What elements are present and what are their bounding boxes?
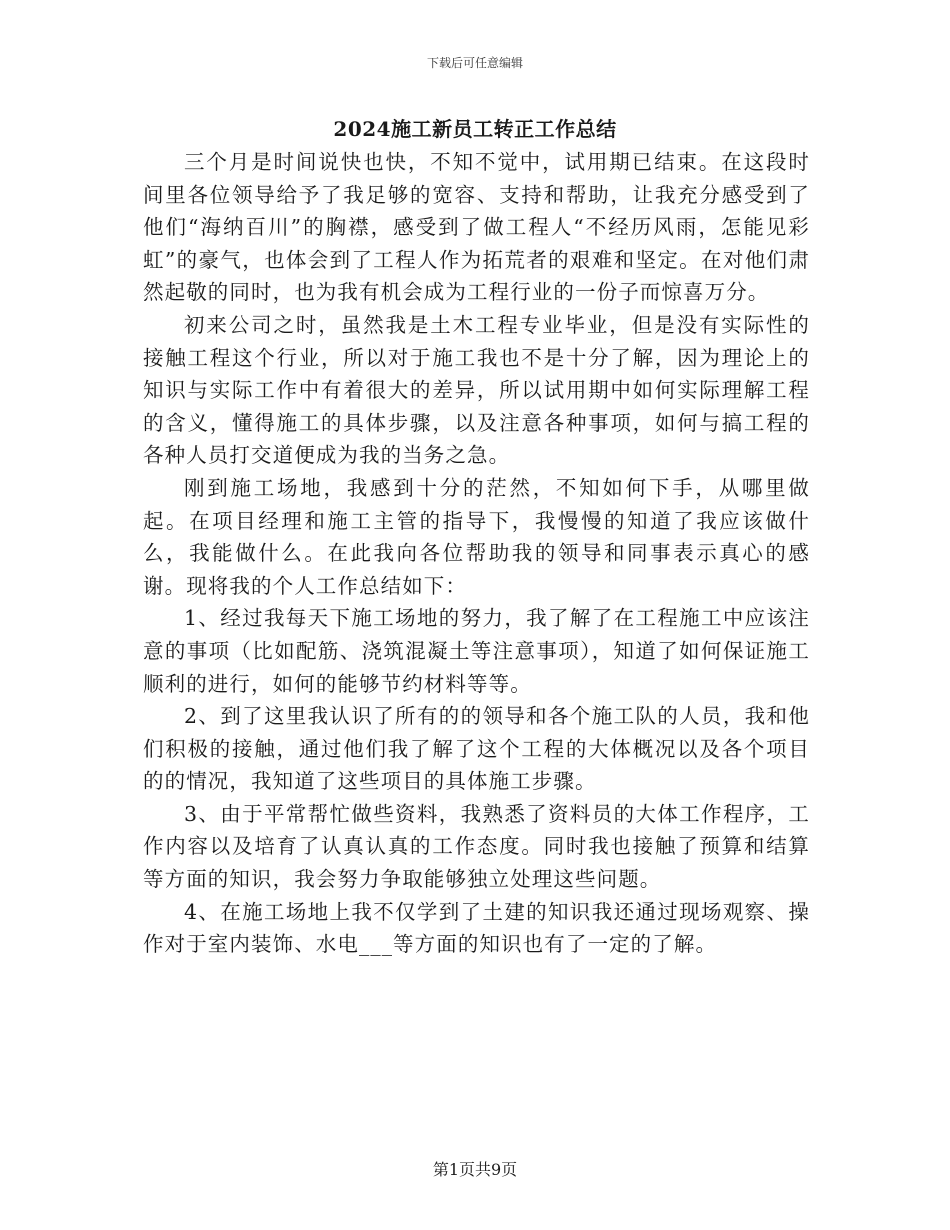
paragraph-item-2: 2、到了这里我认识了所有的的领导和各个施工队的人员，我和他们积极的接触，通过他们我了解了这个工程的大体概况以及各个项目的的情况，我知道了这些项目的具体施工步骤。 bbox=[143, 704, 810, 794]
paragraph-arrival: 刚到施工场地，我感到十分的茫然，不知如何下手，从哪里做起。在项目经理和施工主管的指导下，我慢慢的知道了我应该做什么，我能做什么。在此我向各位帮助我的领导和同事表示真心的感谢。现将我的个人工作总结如下： bbox=[143, 475, 810, 598]
document-body bbox=[143, 146, 810, 961]
document-title: 2024施工新员工转正工作总结 bbox=[333, 117, 617, 141]
paragraph-item-4: 4、在施工场地上我不仅学到了土建的知识我还通过现场观察、操作对于室内装饰、水电___等方面的知识也有了一定的了解。 bbox=[143, 899, 810, 957]
paragraph-item-1: 1、经过我每天下施工场地的努力，我了解了在工程施工中应该注意的事项（比如配筋、浇筑混凝土等注意事项），知道了如何保证施工顺利的进行，如何的能够节约材料等等。 bbox=[143, 606, 810, 696]
paragraph-item-3: 3、由于平常帮忙做些资料，我熟悉了资料员的大体工作程序，工作内容以及培育了认真认真的工作态度。同时我也接触了预算和结算等方面的知识，我会努力争取能够独立处理这些问题。 bbox=[143, 801, 810, 892]
paragraph-background: 初来公司之时，虽然我是土木工程专业毕业，但是没有实际性的接触工程这个行业，所以对于施工我也不是十分了解，因为理论上的知识与实际工作中有着很大的差异，所以试用期中如何实际理解工程的含义，懂得施工的具体步骤，以及注意各种事项，如何与搞工程的各种人员打交道便成为我的当务之急。 bbox=[143, 312, 810, 468]
page-number: 第1页共9页 bbox=[432, 1160, 518, 1179]
header-note: 下载后可任意编辑 bbox=[426, 56, 523, 70]
paragraph-intro: 三个月是时间说快也快，不知不觉中，试用期已结束。在这段时间里各位领导给予了我足够的宽容、支持和帮助，让我充分感受到了他们“海纳百川”的胸襟，感受到了做工程人“不经历风雨，怎能见彩虹”的豪气，也体会到了工程人作为拓荒者的艰难和坚定。在对他们肃然起敬的同时，也为我有机会成为工程行业的一份子而惊喜万分。 bbox=[143, 150, 810, 305]
